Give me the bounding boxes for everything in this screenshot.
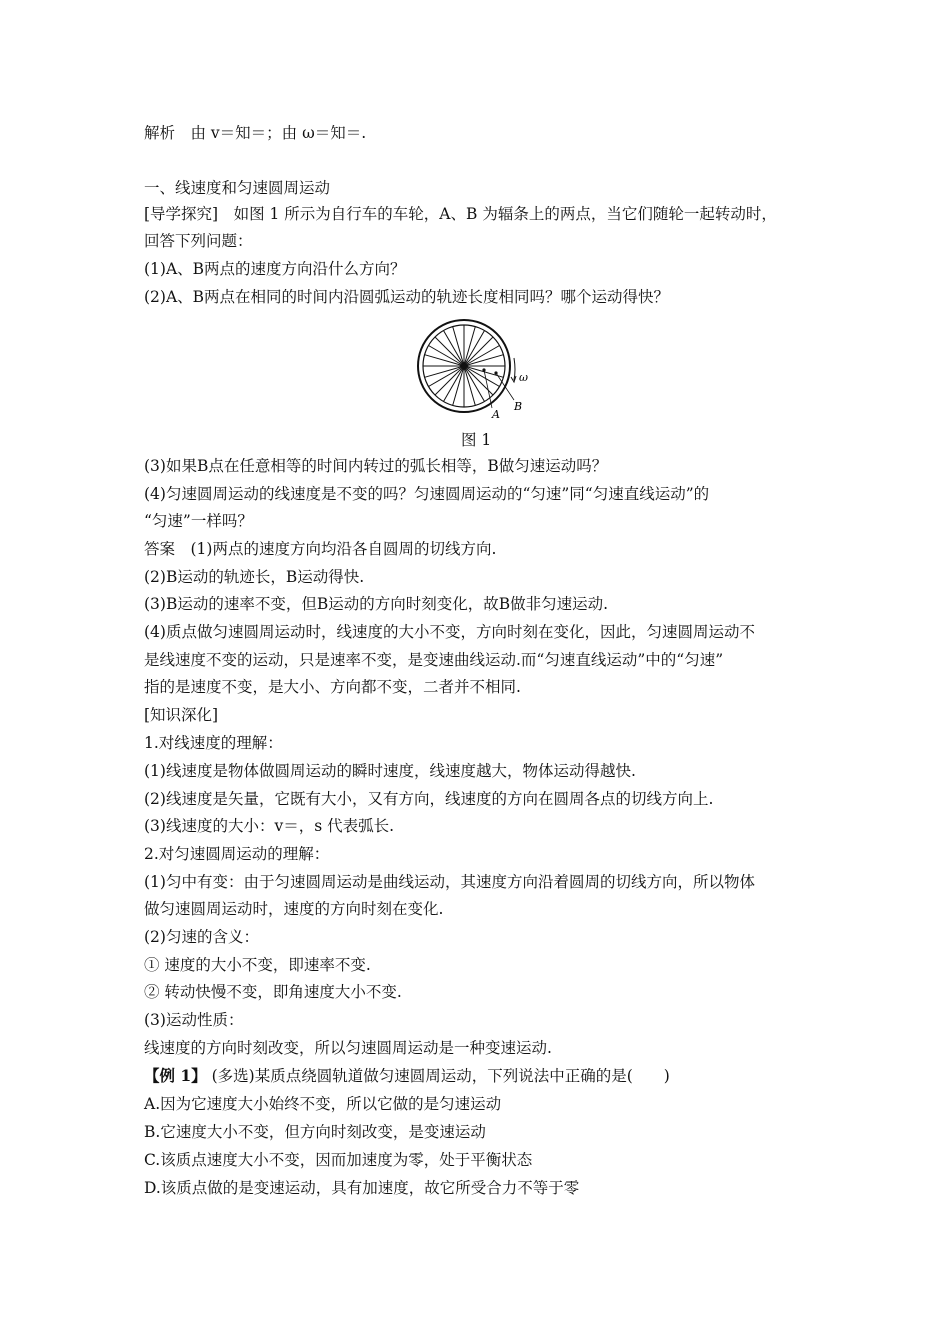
rotation-arrow-head	[511, 376, 516, 382]
paragraph-line: (3)运动性质：	[144, 1011, 244, 1029]
answer-line: 答案 (1)两点的速度方向均沿各自圆周的切线方向.	[144, 540, 497, 558]
paragraph-line: 回答下列问题：	[144, 232, 253, 250]
subsection-heading: [知识深化]	[144, 706, 219, 724]
wheel-hub	[462, 364, 467, 369]
example-line	[144, 1066, 670, 1086]
paragraph-line: (2)匀速的含义：	[144, 928, 259, 946]
example-label: 【例 1】	[144, 1066, 207, 1085]
question-line: (2)A、B两点在相同的时间内沿圆弧运动的轨迹长度相同吗？哪个运动得快？	[144, 288, 670, 306]
option-b: B.它速度大小不变，但方向时刻改变，是变速运动	[144, 1123, 486, 1141]
answer-line: (2)B运动的轨迹长，B运动得快.	[144, 568, 365, 586]
answer-line: (3)B运动的速率不变，但B运动的方向时刻变化，故B做非匀速运动.	[144, 595, 609, 613]
section-heading: 一、线速度和匀速圆周运动	[144, 179, 331, 197]
answer-line: 指的是速度不变，是大小、方向都不变，二者并不相同.	[144, 678, 521, 696]
option-c: C.该质点速度大小不变，因而加速度为零，处于平衡状态	[144, 1151, 533, 1169]
bicycle-wheel-figure	[410, 318, 540, 420]
answer-line: 是线速度不变的运动，只是速率不变，是变速曲线运动.而“匀速直线运动”中的“匀速”	[144, 651, 724, 669]
rotation-arrow	[514, 358, 515, 380]
paragraph-line: (3)线速度的大小：v＝，s 代表弧长.	[144, 817, 395, 835]
answer-line: (4)质点做匀速圆周运动时，线速度的大小不变，方向时刻在变化，因此，匀速圆周运动不	[144, 623, 755, 641]
paragraph-line: (2)线速度是矢量，它既有大小，又有方向，线速度的方向在圆周各点的切线方向上.	[144, 790, 714, 808]
example-question: (多选)某质点绕圆轨道做匀速圆周运动，下列说法中正确的是( )	[211, 1067, 670, 1085]
paragraph-line: [导学探究] 如图 1 所示为自行车的车轮，A、B 为辐条上的两点，当它们随轮一起转动时，	[144, 205, 777, 223]
point-a-label: A	[492, 408, 500, 420]
option-d: D.该质点做的是变速运动，具有加速度，故它所受合力不等于零	[144, 1179, 580, 1197]
question-line: “匀速”一样吗？	[144, 512, 253, 530]
figure-caption: 图 1	[461, 431, 492, 449]
paragraph-line: 做匀速圆周运动时，速度的方向时刻在变化.	[144, 900, 444, 918]
point-heading: 2.对匀速圆周运动的理解：	[144, 845, 330, 863]
analysis-line: 解析 由 v＝知＝；由 ω＝知＝.	[144, 124, 367, 142]
paragraph-line: (1)线速度是物体做圆周运动的瞬时速度，线速度越大，物体运动得越快.	[144, 762, 636, 780]
question-line: (1)A、B两点的速度方向沿什么方向？	[144, 260, 406, 278]
question-line: (3)如果B点在任意相等的时间内转过的弧长相等，B做匀速运动吗？	[144, 457, 608, 475]
paragraph-line: ① 速度的大小不变，即速率不变.	[144, 956, 371, 974]
option-a: A.因为它速度大小始终不变，所以它做的是匀速运动	[144, 1095, 502, 1113]
paragraph-line: (1)匀中有变：由于匀速圆周运动是曲线运动，其速度方向沿着圆周的切线方向，所以物体	[144, 873, 755, 891]
paragraph-line: ② 转动快慢不变，即角速度大小不变.	[144, 983, 402, 1001]
paragraph-line: 线速度的方向时刻改变，所以匀速圆周运动是一种变速运动.	[144, 1039, 552, 1057]
question-line: (4)匀速圆周运动的线速度是不变的吗？匀速圆周运动的“匀速”同“匀速直线运动”的	[144, 485, 710, 503]
point-b-label: B	[514, 400, 523, 413]
omega-label: ω	[519, 371, 528, 384]
point-heading: 1.对线速度的理解：	[144, 734, 283, 752]
a-leader-line	[484, 370, 492, 408]
